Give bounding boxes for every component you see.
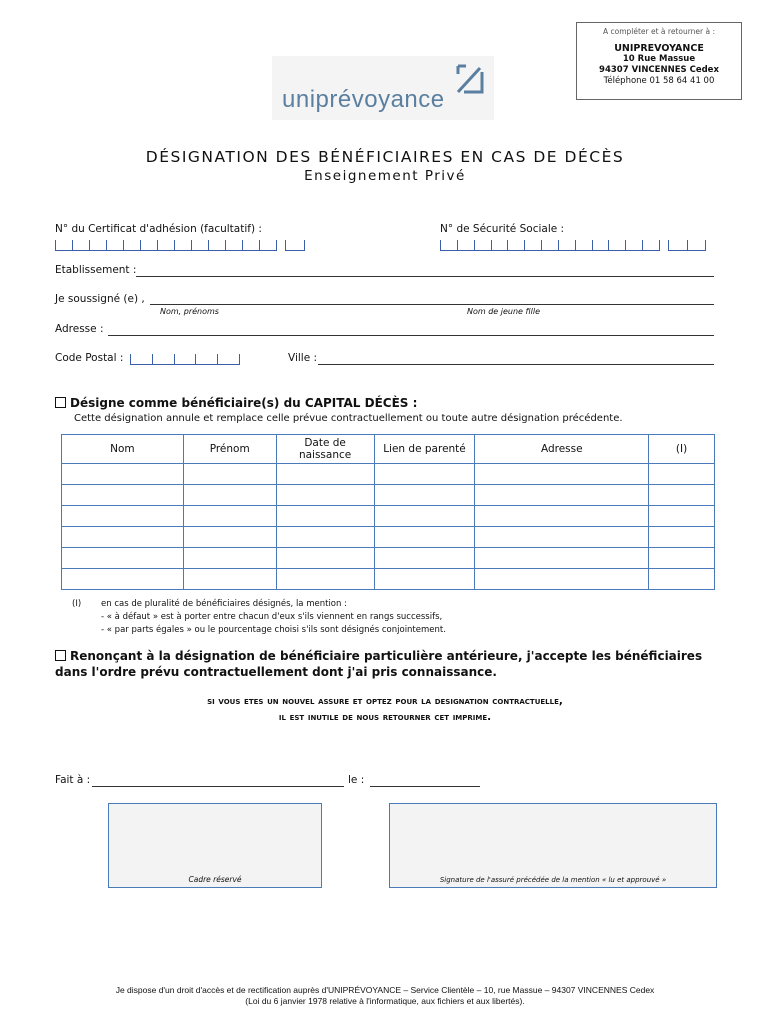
return-phone: Téléphone 01 58 64 41 00 — [603, 76, 715, 86]
table-cell[interactable] — [183, 527, 276, 548]
address-field[interactable] — [108, 335, 714, 336]
table-row — [62, 485, 715, 506]
address-label: Adresse : — [55, 323, 104, 335]
table-cell[interactable] — [62, 569, 184, 590]
return-city: 94307 VINCENNES Cedex — [599, 65, 719, 75]
footnote-line3: - « par parts égales » ou le pourcentage choisi s'ils sont désignés conjointement. — [101, 625, 446, 635]
designate-checkbox[interactable] — [55, 397, 66, 408]
table-cell[interactable] — [649, 548, 715, 569]
table-cell[interactable] — [649, 569, 715, 590]
notice-line2: il est inutile de nous retourner cet imprime. — [278, 711, 492, 723]
renounce-checkbox[interactable] — [55, 650, 66, 661]
section-renounce — [55, 648, 720, 680]
table-cell[interactable] — [183, 464, 276, 485]
footer-line2: (Loi du 6 janvier 1978 relative à l'informatique, aux fichiers et aux libertés). — [245, 996, 525, 1006]
table-cell[interactable] — [276, 506, 374, 527]
reserved-box — [108, 803, 322, 888]
table-cell[interactable] — [374, 485, 475, 506]
postal-code-label: Code Postal : — [55, 352, 124, 364]
table-cell[interactable] — [649, 485, 715, 506]
table-header-row — [62, 435, 715, 464]
maiden-name-hint: Nom de jeune fille — [467, 307, 541, 316]
place-field[interactable] — [92, 786, 344, 787]
beneficiaries-table — [61, 434, 715, 590]
table-cell[interactable] — [276, 548, 374, 569]
return-address-box — [576, 22, 742, 100]
place-label: Fait à : — [55, 774, 91, 786]
table-cell[interactable] — [374, 506, 475, 527]
undersigned-name-field[interactable] — [150, 304, 714, 305]
insured-signature-box[interactable] — [389, 803, 717, 888]
footnote-line2: - « à défaut » est à porter entre chacun d'eux s'ils viennent en rangs successifs, — [101, 612, 443, 622]
col-address-header: Adresse — [475, 435, 649, 464]
postal-code-field[interactable] — [130, 354, 240, 365]
return-org: UNIPREVOYANCE — [614, 43, 704, 54]
table-cell[interactable] — [475, 527, 649, 548]
col-relationship-header: Lien de parenté — [374, 435, 475, 464]
table-cell[interactable] — [62, 506, 184, 527]
insured-signature-caption: Signature de l'assuré précédée de la mention « lu et approuvé » — [439, 876, 667, 884]
table-cell[interactable] — [62, 527, 184, 548]
table-cell[interactable] — [62, 485, 184, 506]
table-cell[interactable] — [276, 527, 374, 548]
page-title: DÉSIGNATION DES BÉNÉFICIAIRES EN CAS DE DÉCÈS — [145, 148, 625, 166]
city-field[interactable] — [318, 364, 714, 365]
table-cell[interactable] — [374, 527, 475, 548]
col-birthdate-header: Date de naissance — [276, 435, 374, 464]
col-mention-header: (I) — [649, 435, 715, 464]
ssn-key-field[interactable] — [668, 240, 706, 251]
table-cell[interactable] — [276, 464, 374, 485]
table-cell[interactable] — [649, 506, 715, 527]
col-firstname-header: Prénom — [183, 435, 276, 464]
table-cell[interactable] — [475, 569, 649, 590]
date-field[interactable] — [370, 786, 480, 787]
certificate-key-field[interactable] — [285, 240, 305, 251]
table-cell[interactable] — [649, 464, 715, 485]
establishment-field[interactable] — [136, 276, 714, 277]
table-cell[interactable] — [475, 464, 649, 485]
table-cell[interactable] — [374, 548, 475, 569]
page-subtitle: Enseignement Privé — [304, 168, 466, 184]
return-street: 10 Rue Massue — [622, 54, 696, 64]
table-cell[interactable] — [475, 485, 649, 506]
table-row — [62, 464, 715, 485]
table-cell[interactable] — [374, 569, 475, 590]
certificate-label: N° du Certificat d'adhésion (facultatif) : — [55, 223, 262, 235]
table-row — [62, 548, 715, 569]
col-name-header: Nom — [62, 435, 184, 464]
return-intro: A compléter et à retourner à : — [602, 27, 716, 36]
notice-line1: si vous etes un nouvel assure et optez pour la designation contractuelle, — [207, 695, 563, 707]
renounce-title: Renonçant à la désignation de bénéficiaire particulière antérieure, j'accepte les bénéficiaires dans l'ordre prévu contractuellement dont j'ai pris connaissance. — [55, 649, 703, 679]
footnote-marker: (I) — [72, 599, 82, 609]
table-cell[interactable] — [62, 464, 184, 485]
city-label: Ville : — [288, 352, 318, 364]
undersigned-label: Je soussigné (e) , — [55, 293, 145, 305]
table-cell[interactable] — [183, 485, 276, 506]
table-cell[interactable] — [183, 569, 276, 590]
table-cell[interactable] — [62, 548, 184, 569]
table-row — [62, 569, 715, 590]
table-row — [62, 527, 715, 548]
table-cell[interactable] — [475, 548, 649, 569]
table-cell[interactable] — [649, 527, 715, 548]
table-cell[interactable] — [276, 485, 374, 506]
designate-title: Désigne comme bénéficiaire(s) du CAPITAL DÉCÈS : — [70, 396, 418, 410]
section-designate — [55, 396, 417, 410]
certificate-number-field[interactable] — [55, 240, 277, 251]
designate-note: Cette désignation annule et remplace celle prévue contractuellement ou toute autre désignation précédente. — [74, 413, 623, 424]
logo-text: uniprévoyance — [282, 86, 445, 113]
reserved-caption: Cadre réservé — [188, 875, 242, 884]
table-cell[interactable] — [183, 506, 276, 527]
ssn-field[interactable] — [440, 240, 660, 251]
date-label: le : — [348, 774, 365, 786]
name-hint: Nom, prénoms — [160, 307, 219, 316]
ssn-label: N° de Sécurité Sociale : — [440, 223, 565, 235]
table-cell[interactable] — [183, 548, 276, 569]
table-row — [62, 506, 715, 527]
footer-line1: Je dispose d'un droit d'accès et de rectification auprès d'UNIPRÉVOYANCE – Service Clientèle – 10, rue Massue – 94307 VINCENNES Cedex — [115, 985, 655, 995]
establishment-label: Etablissement : — [55, 264, 137, 276]
table-cell[interactable] — [374, 464, 475, 485]
table-cell[interactable] — [276, 569, 374, 590]
logo — [272, 56, 494, 120]
uniprevoyance-logo-icon — [454, 62, 486, 96]
footnote-line1: en cas de pluralité de bénéficiaires désignés, la mention : — [101, 599, 347, 609]
table-cell[interactable] — [475, 506, 649, 527]
